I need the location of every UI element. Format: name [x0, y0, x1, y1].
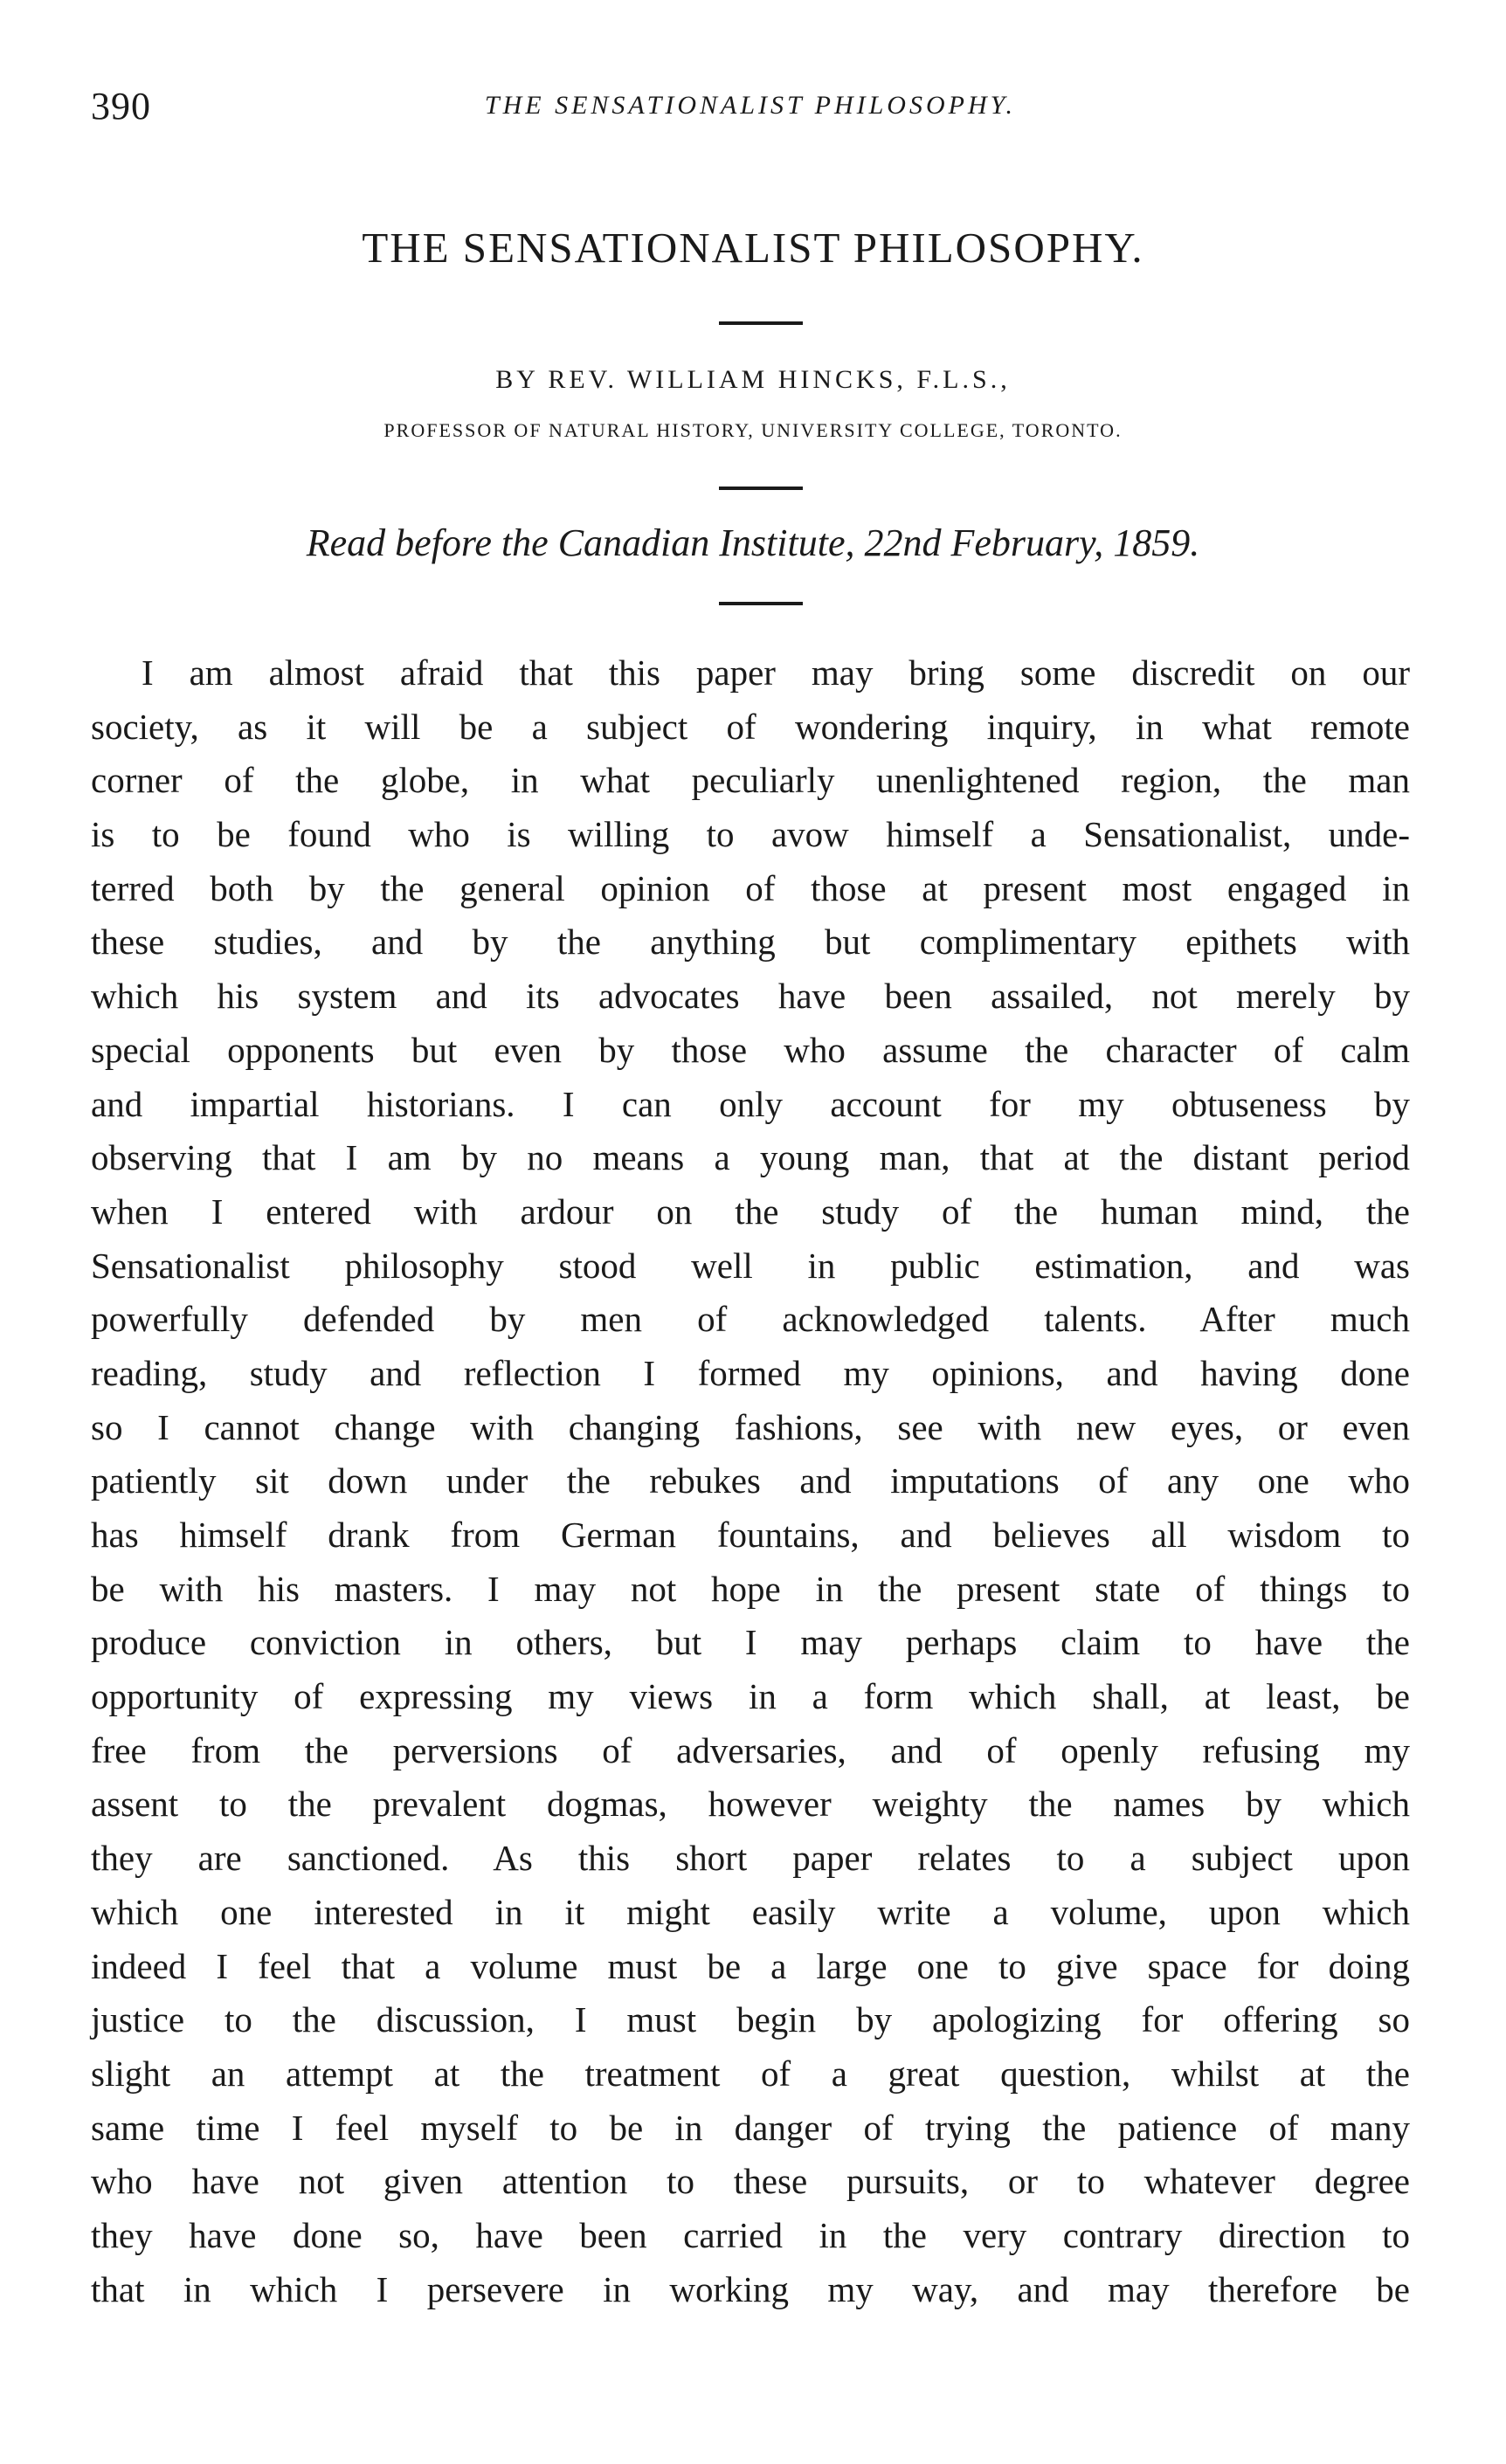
text-line: observing that I am by no means a young man, that at the distant period [91, 1137, 1410, 1178]
note-divider [719, 602, 803, 605]
text-line: justice to the discussion, I must begin by apologizing for offering so [91, 1999, 1410, 2040]
text-line: which his system and its advocates have been assailed, not merely by [91, 976, 1410, 1017]
text-line: I am almost afraid that this paper may bring some discredit on our [142, 652, 1410, 693]
text-line: these studies, and by the anything but complimentary epithets with [91, 921, 1410, 963]
running-head [91, 84, 1410, 136]
text-line: free from the perversions of adversaries, and of openly refusing my [91, 1729, 1410, 1770]
text-line: special opponents but even by those who assume the character of calm [91, 1029, 1410, 1070]
text-line: society, as it will be a subject of wondering inquiry, in what remote [91, 706, 1410, 747]
text-line: and impartial historians. I can only account for my obtuseness by [91, 1083, 1410, 1124]
running-title: THE SENSATIONALIST PHILOSOPHY. [484, 91, 1017, 120]
text-line: patiently sit down under the rebukes and imputations of any one who [91, 1460, 1410, 1501]
text-line: be with his masters. I may not hope in the present state of things to [91, 1568, 1410, 1609]
text-line: they have done so, have been carried in the very contrary direction to [91, 2214, 1410, 2255]
text-line: that in which I persevere in working my way, and may therefore be [91, 2268, 1410, 2309]
text-line: reading, study and reflection I formed my opinions, and having done [91, 1352, 1410, 1393]
text-line: indeed I feel that a volume must be a large one to give space for doing [91, 1945, 1410, 1986]
text-line: which one interested in it might easily write a volume, upon which [91, 1891, 1410, 1932]
text-line: same time I feel myself to be in danger of trying the patience of many [91, 2107, 1410, 2148]
text-line: assent to the prevalent dogmas, however weighty the names by which [91, 1784, 1410, 1825]
text-line: so I cannot change with changing fashions, see with new eyes, or even [91, 1406, 1410, 1447]
text-line: produce conviction in others, but I may perhaps claim to have the [91, 1622, 1410, 1663]
title-divider [719, 321, 803, 325]
text-line: is to be found who is willing to avow himself a Sensationalist, unde- [91, 814, 1410, 855]
text-line: opportunity of expressing my views in a form which shall, at least, be [91, 1676, 1410, 1717]
read-before-note: Read before the Canadian Institute, 22nd February, 1859. [306, 521, 1200, 564]
body-text [91, 646, 1410, 2316]
page-number: 390 [91, 85, 151, 128]
author-affiliation: PROFESSOR OF NATURAL HISTORY, UNIVERSITY COLLEGE, TORONTO. [383, 419, 1123, 441]
author-byline: BY REV. WILLIAM HINCKS, F.L.S., [495, 365, 1011, 394]
text-line: when I entered with ardour on the study of the human mind, the [91, 1191, 1410, 1232]
text-line: slight an attempt at the treatment of a great question, whilst at the [91, 2053, 1410, 2094]
article-title: THE SENSATIONALIST PHILOSOPHY. [362, 224, 1144, 272]
text-line: corner of the globe, in what peculiarly unenlightened region, the man [91, 760, 1410, 801]
byline-divider [719, 487, 803, 490]
text-line: they are sanctioned. As this short paper relates to a subject upon [91, 1838, 1410, 1879]
text-line: powerfully defended by men of acknowledged talents. After much [91, 1299, 1410, 1340]
text-line: Sensationalist philosophy stood well in public estimation, and was [91, 1245, 1410, 1286]
text-line: has himself drank from German fountains, and believes all wisdom to [91, 1515, 1410, 1555]
text-line: who have not given attention to these pursuits, or to whatever degree [91, 2161, 1410, 2202]
text-line: terred both by the general opinion of those at present most engaged in [91, 867, 1410, 908]
